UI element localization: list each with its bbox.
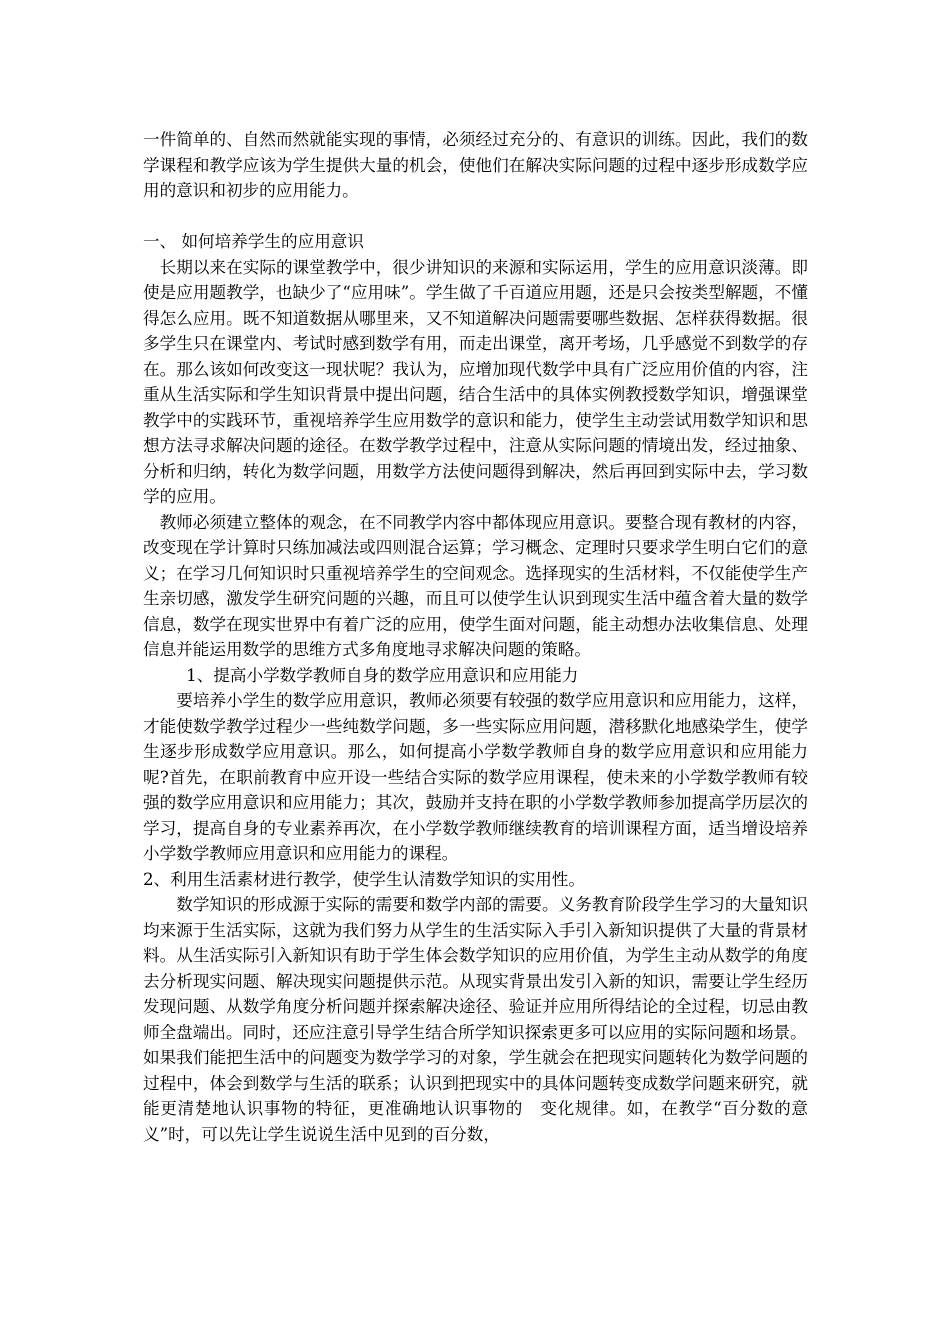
body-paragraph-1: 长期以来在实际的课堂教学中，很少讲知识的来源和实际运用，学生的应用意识淡薄。即使是应用题教学，也缺少了“应用味”。学生做了千百道应用题，还是只会按类型解题，不懂得怎么应用。既不知道数据从哪里来，又不知道解决问题需要哪些数据、怎样获得数据。很多学生只在课堂内、考试时感到数学有用，而走出课堂，离开考场，几乎感觉不到数学的存在。那么该如何改变这一现状呢？我认为，应增加现代数学中具有广泛应用价值的内容，注重从生活实际和学生知识背景中提出问题，结合生活中的具体实例教授数学知识，增强课堂教学中的实践环节，重视培养学生应用数学的意识和能力，使学生主动尝试用数学知识和思想方法寻求解决问题的途径。在数学教学过程中，注意从实际问题的情境出发，经过抽象、分析和归纳，转化为数学问题，用数学方法使问题得到解决，然后再回到实际中去，学习数学的应用。 bbox=[143, 257, 808, 506]
body-paragraph-3: 要培养小学生的数学应用意识，教师必须要有较强的数学应用意识和应用能力，这样，才能使数学教学过程少一些纯数学问题，多一些实际应用问题，潜移默化地感染学生，使学生逐步形成数学应用意识。那么，如何提高小学数学教师自身的数学应用意识和应用能力呢?首先，在职前教育中应开设一些结合实际的数学应用课程，使未来的小学数学教师有较强的数学应用意识和应用能力；其次，鼓励并支持在职的小学数学教师参加提高学历层次的学习，提高自身的专业素养再次，在小学数学教师继续教育的培训课程方面，适当增设培养小学数学教师应用意识和应用能力的课程。 bbox=[143, 691, 808, 863]
blank-line bbox=[143, 204, 808, 230]
document-page bbox=[143, 127, 808, 1147]
body-paragraph-4: 数学知识的形成源于实际的需要和数学内部的需要。义务教育阶段学生学习的大量知识均来源于生活实际，这就为我们努力从学生的生活实际入手引入新知识提供了大量的背景材料。从生活实际引入新知识有助于学生体会数学知识的应用价值，为学生主动从数学的角度去分析现实问题、解决现实问题提供示范。从现实背景出发引入新的知识，需要让学生经历发现问题、从数学角度分析问题并探索解决途径、验证并应用所得结论的全过程，切忌由教师全盘端出。同时，还应注意引导学生结合所学知识探索更多可以应用的实际问题和场景。 bbox=[143, 895, 808, 1042]
intro-paragraph: 一件简单的、自然而然就能实现的事情，必须经过充分的、有意识的训练。因此，我们的数学课程和教学应该为学生提供大量的机会，使他们在解决实际问题的过程中逐步形成数学应用的意识和初步的应用能力。 bbox=[143, 130, 808, 200]
subsection-heading-2: 2、利用生活素材进行教学，使学生认清数学知识的实用性。 bbox=[143, 869, 585, 889]
subsection-heading-1: 1、提高小学数学教师自身的数学应用意识和应用能力 bbox=[186, 665, 579, 685]
body-paragraph-2: 教师必须建立整体的观念，在不同教学内容中都体现应用意识。要整合现有教材的内容，改变现在学计算时只练加减法或四则混合运算；学习概念、定理时只要求学生明白它们的意义；在学习几何知识时只重视培养学生的空间观念。选择现实的生活材料，不仅能使学生产生亲切感，激发学生研究问题的兴趣，而且可以使学生认识到现实生活中蕴含着大量的数学信息，数学在现实世界中有着广泛的应用，使学生面对问题，能主动想办法收集信息、处理信息并能运用数学的思维方式多角度地寻求解决问题的策略。 bbox=[143, 512, 808, 659]
body-paragraph-5: 如果我们能把生活中的问题变为数学学习的对象，学生就会在把现实问题转化为数学问题的过程中，体会到数学与生活的联系；认识到把现实中的具体问题转变成数学问题来研究，就能更清楚地认识事物的特征，更准确地认识事物的 变化规律。如，在教学“百分数的意义”时，可以先让学生说说生活中见到的百分数， bbox=[143, 1048, 808, 1144]
section-heading: 一、 如何培养学生的应用意识 bbox=[143, 232, 364, 251]
